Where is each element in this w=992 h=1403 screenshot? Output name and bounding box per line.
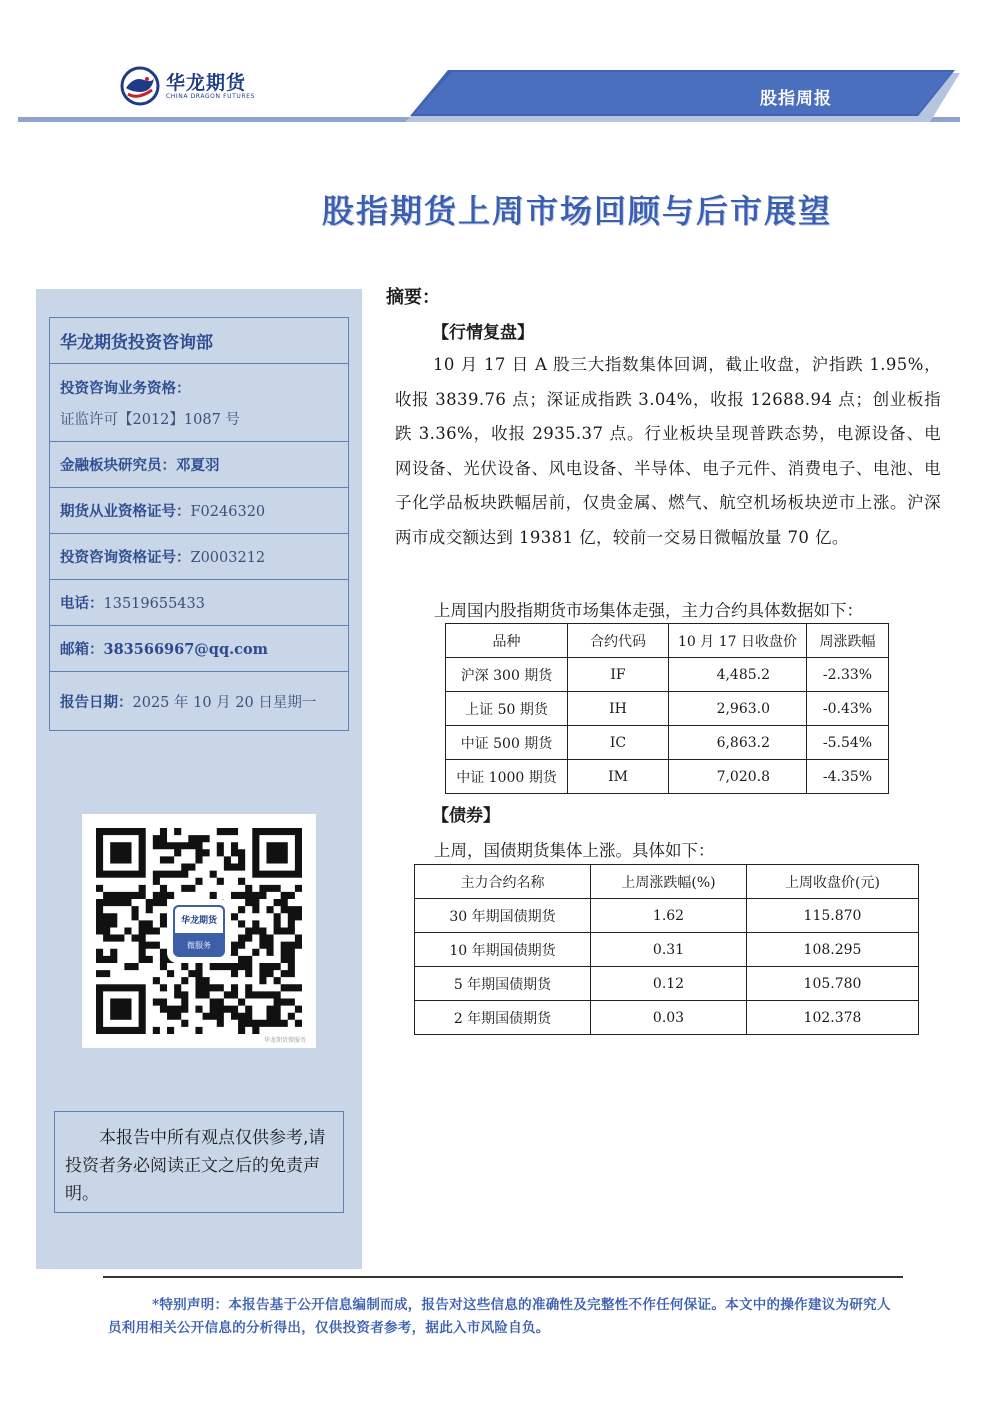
phone-value: 13519655433 [103,596,205,612]
analyst-info-box [49,317,349,731]
phone-label: 电话： [60,596,104,612]
qr-center-logo [169,901,229,961]
table-cell: -2.33% [807,658,889,692]
futures-intro: 上周国内股指期货市场集体走强，主力合约具体数据如下： [434,601,863,620]
wechat-qr-code [82,814,316,1048]
advisory-cert-value: Z0003212 [190,550,266,566]
futures-cert-value: F0246320 [190,504,266,520]
table-cell: -0.43% [807,692,889,726]
brand-name-en: CHINA DRAGON FUTURES [166,93,255,100]
advisory-cert-row [50,534,348,580]
futures-cert-row [50,488,348,534]
table-header-cell: 主力合约名称 [415,865,591,899]
table-row [415,967,919,1001]
futures-cert-label: 期货从业资格证号： [60,504,191,520]
qr-badge [173,905,225,957]
phone-row [50,580,348,626]
qr-badge-subtitle: 微服务 [187,941,211,950]
qualification-label: 投资咨询业务资格： [60,380,191,397]
report-date-row [50,672,348,730]
table-cell: 10 年期国债期货 [415,933,591,967]
report-date-value: 2025 年 10 月 20 日星期一 [132,694,317,711]
qr-badge-title: 华龙期货 [180,916,217,926]
table-cell: 0.03 [591,1001,747,1035]
table-header-cell: 上周涨跌幅(%) [591,865,747,899]
table-cell: 沪深 300 期货 [446,658,568,692]
table-row [446,726,889,760]
table-cell: 中证 500 期货 [446,726,568,760]
table-header-cell: 10 月 17 日收盘价 [669,624,807,658]
table-header-cell: 品种 [446,624,568,658]
table-row [415,933,919,967]
table-cell: 7,020.8 [669,760,807,794]
table-cell: 上证 50 期货 [446,692,568,726]
email-row [50,626,348,672]
special-disclaimer: *特别声明：本报告基于公开信息编制而成，报告对这些信息的准确性及完整性不作任何保证。本文中的操作建议为研究人员利用相关公开信息的分析得出，仅供投资者参考，据此入市风险自负。 [108,1297,891,1336]
abstract-label: 摘要： [386,287,440,308]
table-cell: 2 年期国债期货 [415,1001,591,1035]
page-header [0,0,992,130]
report-date-label: 报告日期： [60,694,133,711]
table-cell: 0.31 [591,933,747,967]
table-cell: -4.35% [807,760,889,794]
table-row [446,760,889,794]
company-logo [120,64,260,108]
disclaimer-notice: 本报告中所有观点仅供参考,请投资者务必阅读正文之后的免责声明。 [54,1111,344,1213]
researcher-row [50,442,348,488]
researcher-name: 邓夏羽 [176,458,220,474]
bond-heading: 【债券】 [432,806,500,826]
qualification-value: 证监许可【2012】1087 号 [60,411,240,428]
table-row [446,658,889,692]
dragon-logo-icon [120,66,160,106]
table-cell: IC [568,726,669,760]
email-value[interactable]: 383566967@qq.com [103,641,268,658]
department-name: 华龙期货投资咨询部 [50,318,348,364]
table-cell: 30 年期国债期货 [415,899,591,933]
table-cell: 中证 1000 期货 [446,760,568,794]
table-header-row [415,865,919,899]
researcher-label: 金融板块研究员： [60,458,176,474]
market-review-text: 10 月 17 日 A 股三大指数集体回调，截止收盘，沪指跌 1.95%，收报 3839.76 点；深证成指跌 3.04%，收报 12688.94 点；创业板指跌 3.36%，收报 2935.37 点。行业板块呈现普跌态势，电源设备、电网设备、光伏设备、风电设备、半导体、电子元件、消费电子、电池、电子化学品板块跌幅居前，仅贵金属、燃气、航空机场板块逆市上涨。沪深两市成交额达到 19381 亿，较前一交易日微幅放量 70 亿。 [395,355,941,547]
table-cell: 115.870 [747,899,919,933]
table-cell: 5 年期国债期货 [415,967,591,1001]
bond-intro: 上周，国债期货集体上涨。具体如下： [434,841,715,860]
footer-divider [103,1276,903,1278]
email-label: 邮箱： [60,642,104,658]
index-futures-table [445,623,889,794]
report-type-label: 股指周报 [760,89,832,109]
table-header-cell: 上周收盘价(元) [747,865,919,899]
table-cell: IF [568,658,669,692]
bond-futures-table [414,864,919,1035]
table-cell: 102.378 [747,1001,919,1035]
table-cell: 0.12 [591,967,747,1001]
report-title: 股指期货上周市场回顾与后市展望 [322,192,833,230]
table-row [415,899,919,933]
table-cell: 2,963.0 [669,692,807,726]
brand-name-cn: 华龙期货 [166,72,247,94]
table-cell: IM [568,760,669,794]
table-header-row [446,624,889,658]
table-cell: 108.295 [747,933,919,967]
qualification-row [50,364,348,442]
qr-caption: 华龙期货微服务 [263,1037,306,1044]
table-cell: 105.780 [747,967,919,1001]
table-header-cell: 周涨跌幅 [807,624,889,658]
table-row [415,1001,919,1035]
table-header-cell: 合约代码 [568,624,669,658]
table-cell: 4,485.2 [669,658,807,692]
advisory-cert-label: 投资咨询资格证号： [60,550,191,566]
sidebar [36,289,362,1269]
table-cell: 1.62 [591,899,747,933]
table-cell: 6,863.2 [669,726,807,760]
market-review-heading: 【行情复盘】 [432,323,534,343]
table-cell: -5.54% [807,726,889,760]
table-row [446,692,889,726]
table-cell: IH [568,692,669,726]
